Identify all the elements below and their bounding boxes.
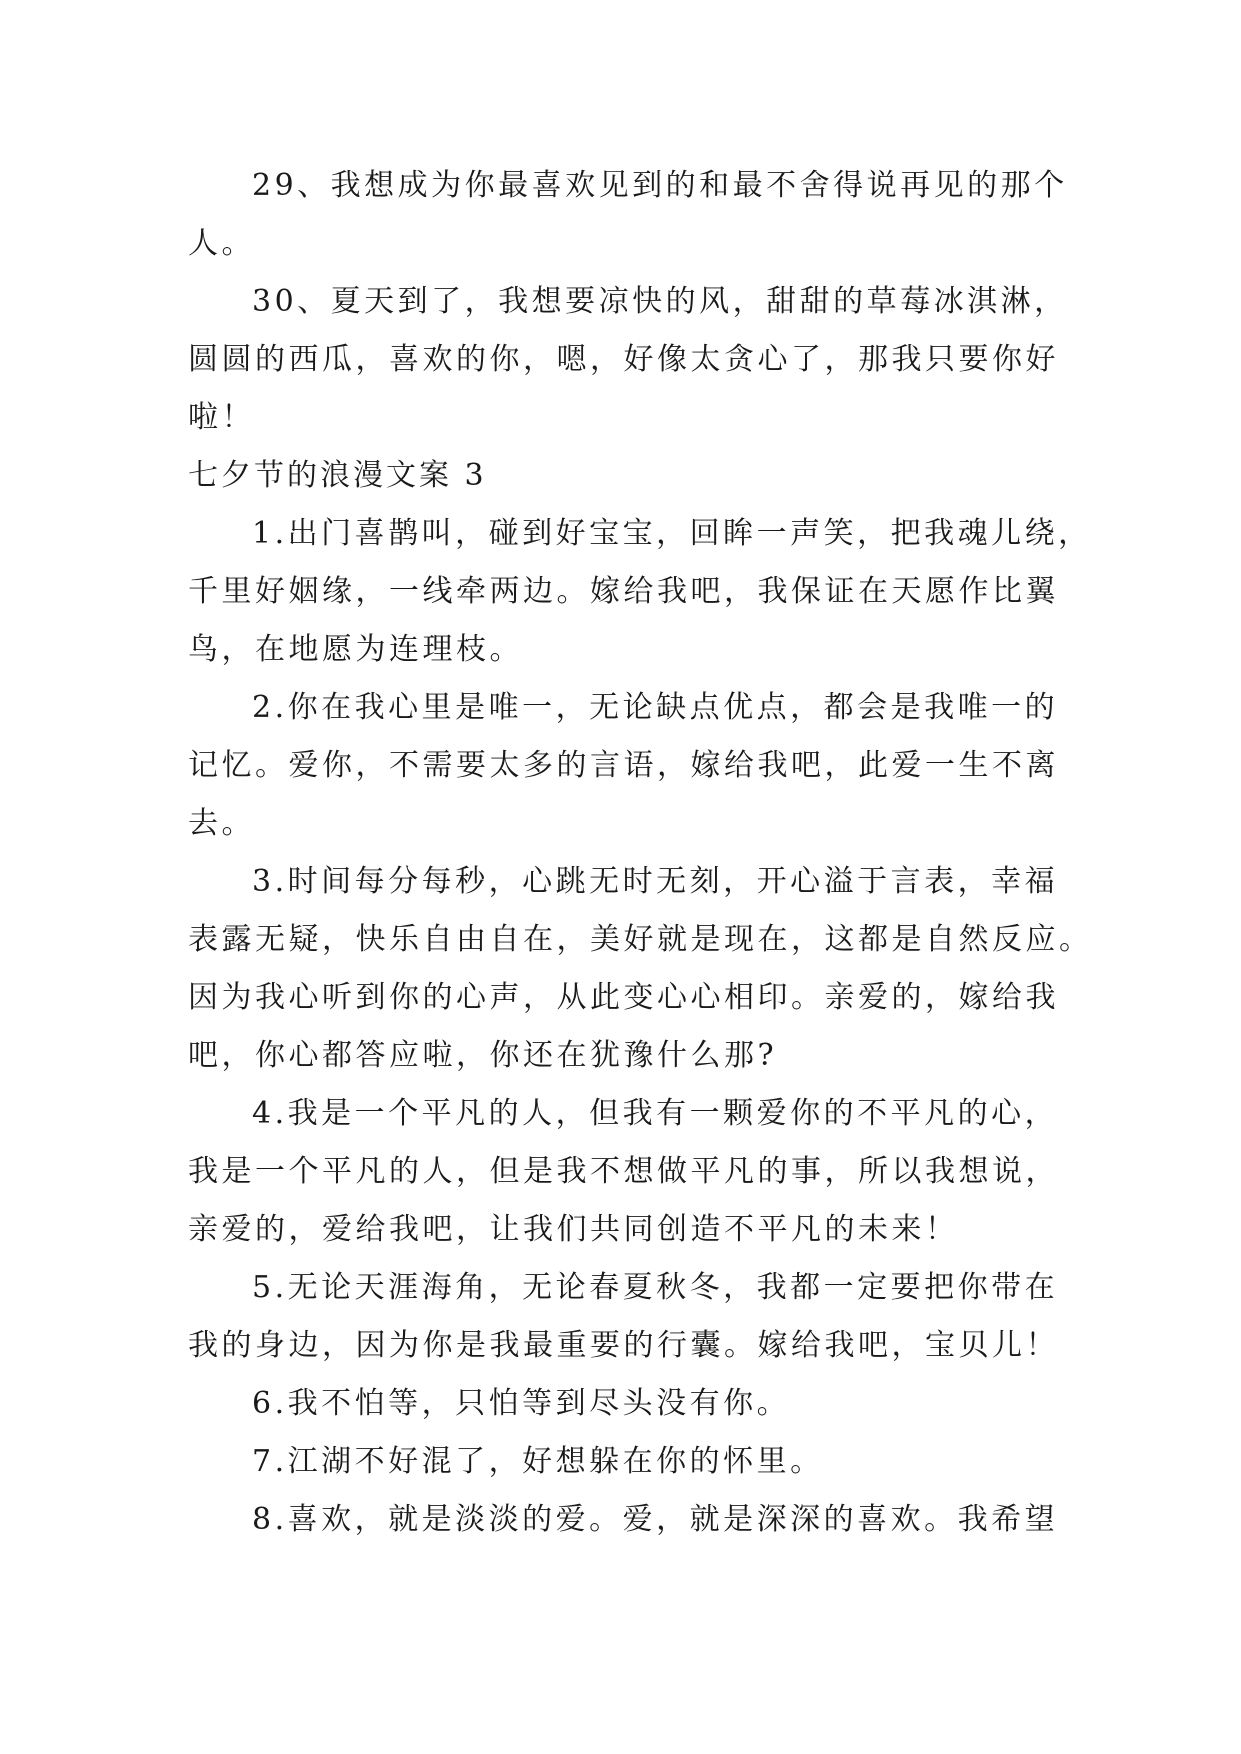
item-2-line-3: 去。 [188,806,255,841]
item-8-line-1: 8.喜欢，就是淡淡的爱。爱，就是深深的喜欢。我希望 [252,1502,1059,1537]
item-3-line-3: 因为我心听到你的心声，从此变心心相印。亲爱的，嫁给我 [188,980,1059,1015]
paragraph-30-line-3: 啦！ [188,400,255,435]
item-3-line-1: 3.时间每分每秒，心跳无时无刻，开心溢于言表，幸福 [252,864,1059,899]
item-6-line-1: 6.我不怕等，只怕等到尽头没有你。 [252,1386,791,1421]
paragraph-30-line-1: 30、夏天到了，我想要凉快的风，甜甜的草莓冰淇淋， [252,284,1068,319]
item-4-line-1: 4.我是一个平凡的人，但我有一颗爱你的不平凡的心， [252,1096,1059,1131]
item-5-line-2: 我的身边，因为你是我最重要的行囊。嫁给我吧，宝贝儿！ [188,1328,1059,1363]
item-7-line-1: 7.江湖不好混了，好想躲在你的怀里。 [252,1444,824,1479]
item-4-line-2: 我是一个平凡的人，但是我不想做平凡的事，所以我想说， [188,1154,1059,1189]
item-1-line-3: 鸟，在地愿为连理枝。 [188,632,523,667]
item-2-line-2: 记忆。爱你，不需要太多的言语，嫁给我吧，此爱一生不离 [188,748,1059,783]
section-heading: 七夕节的浪漫文案 3 [188,458,487,493]
item-4-line-3: 亲爱的，爱给我吧，让我们共同创造不平凡的未来！ [188,1212,959,1247]
item-3-line-4: 吧，你心都答应啦，你还在犹豫什么那? [188,1038,778,1073]
item-1-line-2: 千里好姻缘，一线牵两边。嫁给我吧，我保证在天愿作比翼 [188,574,1059,609]
item-5-line-1: 5.无论天涯海角，无论春夏秋冬，我都一定要把你带在 [252,1270,1059,1305]
item-2-line-1: 2.你在我心里是唯一，无论缺点优点，都会是我唯一的 [252,690,1059,725]
item-1-line-1: 1.出门喜鹊叫，碰到好宝宝，回眸一声笑，把我魂儿绕， [252,516,1092,551]
paragraph-30-line-2: 圆圆的西瓜，喜欢的你，嗯，好像太贪心了，那我只要你好 [188,342,1059,377]
paragraph-29-line-1: 29、我想成为你最喜欢见到的和最不舍得说再见的那个 [252,168,1068,203]
paragraph-29-line-2: 人。 [188,226,255,261]
item-3-line-2: 表露无疑，快乐自由自在，美好就是现在，这都是自然反应。 [188,922,1093,957]
